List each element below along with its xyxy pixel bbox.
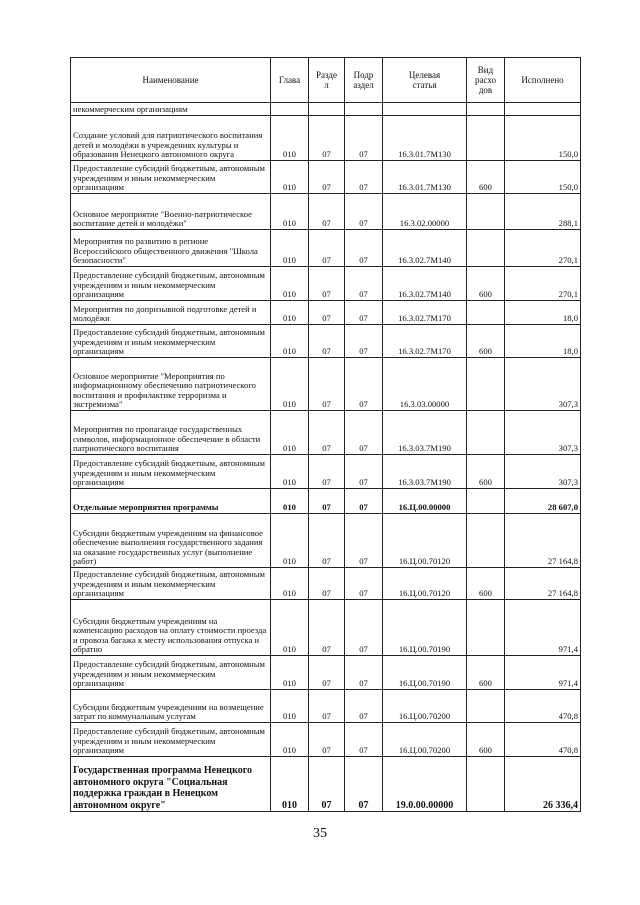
- cell-amount: 971,4: [505, 600, 581, 656]
- cell-razdel: 07: [309, 489, 345, 514]
- cell-glava: 010: [271, 757, 309, 812]
- cell-amount: 288,1: [505, 194, 581, 230]
- cell-razdel: 07: [309, 600, 345, 656]
- page-number: 35: [313, 826, 327, 841]
- cell-name: Основное мероприятие "Мероприятия по информационному обеспечению патриотического воспитания и профилактике терроризма и экстремизма": [71, 358, 271, 411]
- cell-statya: [383, 103, 467, 116]
- cell-amount: 307,3: [505, 411, 581, 455]
- cell-vid: 600: [467, 723, 505, 757]
- header-statya: Целевая статья: [383, 58, 467, 103]
- cell-statya: 16.Ц.00.70190: [383, 600, 467, 656]
- cell-name: Предоставление субсидий бюджетным, автономным учреждениям и иным некоммерческим организациям: [71, 455, 271, 489]
- cell-razdel: 07: [309, 514, 345, 568]
- cell-razdel: 07: [309, 194, 345, 230]
- cell-name: Мероприятия по допризывной подготовке детей и молодёжи: [71, 301, 271, 325]
- cell-razdel: [309, 103, 345, 116]
- cell-amount: 150,0: [505, 116, 581, 161]
- cell-razdel: 07: [309, 161, 345, 194]
- cell-name: Субсидии бюджетным учреждениям на возмещение затрат по коммунальным услугам: [71, 690, 271, 723]
- cell-glava: 010: [271, 325, 309, 358]
- cell-podrazdel: 07: [345, 690, 383, 723]
- cell-name: Субсидии бюджетным учреждениям на финансовое обеспечение выполнения государственного задания на оказание государственных услуг (выполнение работ): [71, 514, 271, 568]
- cell-amount: 971,4: [505, 656, 581, 690]
- cell-glava: 010: [271, 301, 309, 325]
- cell-podrazdel: 07: [345, 325, 383, 358]
- table-row: [71, 489, 581, 514]
- cell-name: Создание условий для патриотического воспитания детей и молодёжи в учреждениях культуры и образования Ненецкого автономного округа: [71, 116, 271, 161]
- cell-amount: 470,8: [505, 690, 581, 723]
- cell-amount: 307,3: [505, 455, 581, 489]
- cell-statya: 16.3.02.7М140: [383, 230, 467, 267]
- header-vid: Вид расхо дов: [467, 58, 505, 103]
- cell-glava: 010: [271, 267, 309, 301]
- cell-amount: 150,0: [505, 161, 581, 194]
- table-row: [71, 267, 581, 301]
- cell-razdel: 07: [309, 301, 345, 325]
- cell-statya: 16.3.02.7М170: [383, 301, 467, 325]
- cell-glava: 010: [271, 455, 309, 489]
- cell-podrazdel: 07: [345, 514, 383, 568]
- table-row: [71, 568, 581, 600]
- cell-podrazdel: 07: [345, 230, 383, 267]
- cell-statya: 16.3.03.00000: [383, 358, 467, 411]
- table-row: [71, 325, 581, 358]
- cell-glava: 010: [271, 514, 309, 568]
- cell-glava: 010: [271, 489, 309, 514]
- cell-razdel: 07: [309, 267, 345, 301]
- cell-amount: 270,1: [505, 267, 581, 301]
- cell-razdel: 07: [309, 411, 345, 455]
- cell-razdel: 07: [309, 325, 345, 358]
- cell-vid: 600: [467, 455, 505, 489]
- cell-statya: 16.Ц.00.70190: [383, 656, 467, 690]
- cell-razdel: 07: [309, 656, 345, 690]
- cell-statya: 16.Ц.00.70120: [383, 514, 467, 568]
- cell-amount: [505, 103, 581, 116]
- cell-name: Субсидии бюджетным учреждениям на компенсацию расходов на оплату стоимости проезда и провоза багажа к месту использования отпуска и обратно: [71, 600, 271, 656]
- cell-statya: 16.Ц.00.00000: [383, 489, 467, 514]
- cell-statya: 16.3.02.7М170: [383, 325, 467, 358]
- cell-glava: 010: [271, 568, 309, 600]
- budget-table: [70, 57, 581, 812]
- table-row: [71, 690, 581, 723]
- cell-statya: 16.3.01.7М130: [383, 161, 467, 194]
- cell-podrazdel: 07: [345, 358, 383, 411]
- cell-podrazdel: 07: [345, 568, 383, 600]
- table-row: [71, 230, 581, 267]
- table-header-row: [71, 58, 581, 103]
- cell-name: Предоставление субсидий бюджетным, автономным учреждениям и иным некоммерческим организациям: [71, 656, 271, 690]
- cell-razdel: 07: [309, 723, 345, 757]
- header-amount: Исполнено: [505, 58, 581, 103]
- cell-name: Отдельные мероприятия программы: [71, 489, 271, 514]
- cell-podrazdel: 07: [345, 116, 383, 161]
- cell-name: Мероприятия по пропаганде государственных символов, информационное обеспечение в области патриотического воспитания: [71, 411, 271, 455]
- cell-glava: 010: [271, 358, 309, 411]
- cell-statya: 16.3.01.7М130: [383, 116, 467, 161]
- header-glava: Глава: [271, 58, 309, 103]
- cell-podrazdel: 07: [345, 489, 383, 514]
- cell-statya: 16.Ц.00.70200: [383, 690, 467, 723]
- cell-glava: [271, 103, 309, 116]
- table-row: [71, 757, 581, 812]
- cell-amount: 470,8: [505, 723, 581, 757]
- cell-name: Предоставление субсидий бюджетным, автономным учреждениям и иным некоммерческим организациям: [71, 325, 271, 358]
- cell-amount: 26 336,4: [505, 757, 581, 812]
- table-body: [71, 103, 581, 812]
- cell-amount: 27 164,8: [505, 514, 581, 568]
- table-row: [71, 411, 581, 455]
- cell-vid: 600: [467, 267, 505, 301]
- cell-podrazdel: 07: [345, 411, 383, 455]
- cell-statya: 16.3.02.00000: [383, 194, 467, 230]
- cell-amount: 307,3: [505, 358, 581, 411]
- cell-glava: 010: [271, 723, 309, 757]
- cell-podrazdel: 07: [345, 301, 383, 325]
- cell-glava: 010: [271, 656, 309, 690]
- table-row: [71, 116, 581, 161]
- cell-amount: 18,0: [505, 325, 581, 358]
- cell-vid: 600: [467, 161, 505, 194]
- cell-name: Предоставление субсидий бюджетным, автономным учреждениям и иным некоммерческим организациям: [71, 723, 271, 757]
- cell-statya: 19.0.00.00000: [383, 757, 467, 812]
- table-row: [71, 194, 581, 230]
- cell-statya: 16.Ц.00.70120: [383, 568, 467, 600]
- cell-vid: [467, 103, 505, 116]
- cell-podrazdel: 07: [345, 161, 383, 194]
- cell-vid: [467, 757, 505, 812]
- cell-vid: [467, 690, 505, 723]
- cell-vid: [467, 358, 505, 411]
- cell-podrazdel: 07: [345, 656, 383, 690]
- table-row: [71, 600, 581, 656]
- cell-glava: 010: [271, 161, 309, 194]
- table-row: [71, 656, 581, 690]
- table-row: [71, 301, 581, 325]
- cell-statya: 16.3.03.7М190: [383, 455, 467, 489]
- cell-vid: [467, 411, 505, 455]
- cell-glava: 010: [271, 600, 309, 656]
- cell-podrazdel: 07: [345, 757, 383, 812]
- table-row: [71, 103, 581, 116]
- cell-vid: [467, 301, 505, 325]
- cell-razdel: 07: [309, 455, 345, 489]
- cell-name: Основное мероприятие "Военно-патриотическое воспитание детей и молодёжи": [71, 194, 271, 230]
- header-name: Наименование: [71, 58, 271, 103]
- table-row: [71, 723, 581, 757]
- cell-podrazdel: 07: [345, 455, 383, 489]
- header-podrazdel: Подр аздел: [345, 58, 383, 103]
- cell-statya: 16.Ц.00.70200: [383, 723, 467, 757]
- cell-amount: 18,0: [505, 301, 581, 325]
- cell-vid: [467, 116, 505, 161]
- cell-glava: 010: [271, 230, 309, 267]
- cell-name: Государственная программа Ненецкого автономного округа "Социальная поддержка граждан в Ненецком автономном округе": [71, 757, 271, 812]
- cell-razdel: 07: [309, 358, 345, 411]
- cell-glava: 010: [271, 194, 309, 230]
- cell-vid: [467, 194, 505, 230]
- cell-statya: 16.3.02.7М140: [383, 267, 467, 301]
- cell-vid: [467, 489, 505, 514]
- cell-vid: 600: [467, 656, 505, 690]
- header-razdel: Разде л: [309, 58, 345, 103]
- cell-name: Мероприятия по развитию в регионе Всероссийского общественного движения "Школа безопасности": [71, 230, 271, 267]
- cell-razdel: 07: [309, 690, 345, 723]
- cell-amount: 28 607,0: [505, 489, 581, 514]
- cell-vid: [467, 230, 505, 267]
- table-row: [71, 161, 581, 194]
- cell-podrazdel: 07: [345, 723, 383, 757]
- cell-razdel: 07: [309, 116, 345, 161]
- cell-podrazdel: [345, 103, 383, 116]
- cell-glava: 010: [271, 116, 309, 161]
- cell-name: Предоставление субсидий бюджетным, автономным учреждениям и иным некоммерческим организациям: [71, 568, 271, 600]
- cell-name: некоммерческим организациям: [71, 103, 271, 116]
- table-row: [71, 514, 581, 568]
- cell-podrazdel: 07: [345, 600, 383, 656]
- cell-vid: 600: [467, 325, 505, 358]
- cell-glava: 010: [271, 690, 309, 723]
- cell-amount: 270,1: [505, 230, 581, 267]
- cell-vid: 600: [467, 568, 505, 600]
- cell-name: Предоставление субсидий бюджетным, автономным учреждениям и иным некоммерческим организациям: [71, 161, 271, 194]
- cell-razdel: 07: [309, 757, 345, 812]
- cell-razdel: 07: [309, 568, 345, 600]
- cell-glava: 010: [271, 411, 309, 455]
- cell-podrazdel: 07: [345, 194, 383, 230]
- cell-vid: [467, 600, 505, 656]
- cell-vid: [467, 514, 505, 568]
- cell-statya: 16.3.03.7М190: [383, 411, 467, 455]
- cell-amount: 27 164,8: [505, 568, 581, 600]
- cell-razdel: 07: [309, 230, 345, 267]
- cell-podrazdel: 07: [345, 267, 383, 301]
- table-row: [71, 455, 581, 489]
- table-row: [71, 358, 581, 411]
- cell-name: Предоставление субсидий бюджетным, автономным учреждениям и иным некоммерческим организациям: [71, 267, 271, 301]
